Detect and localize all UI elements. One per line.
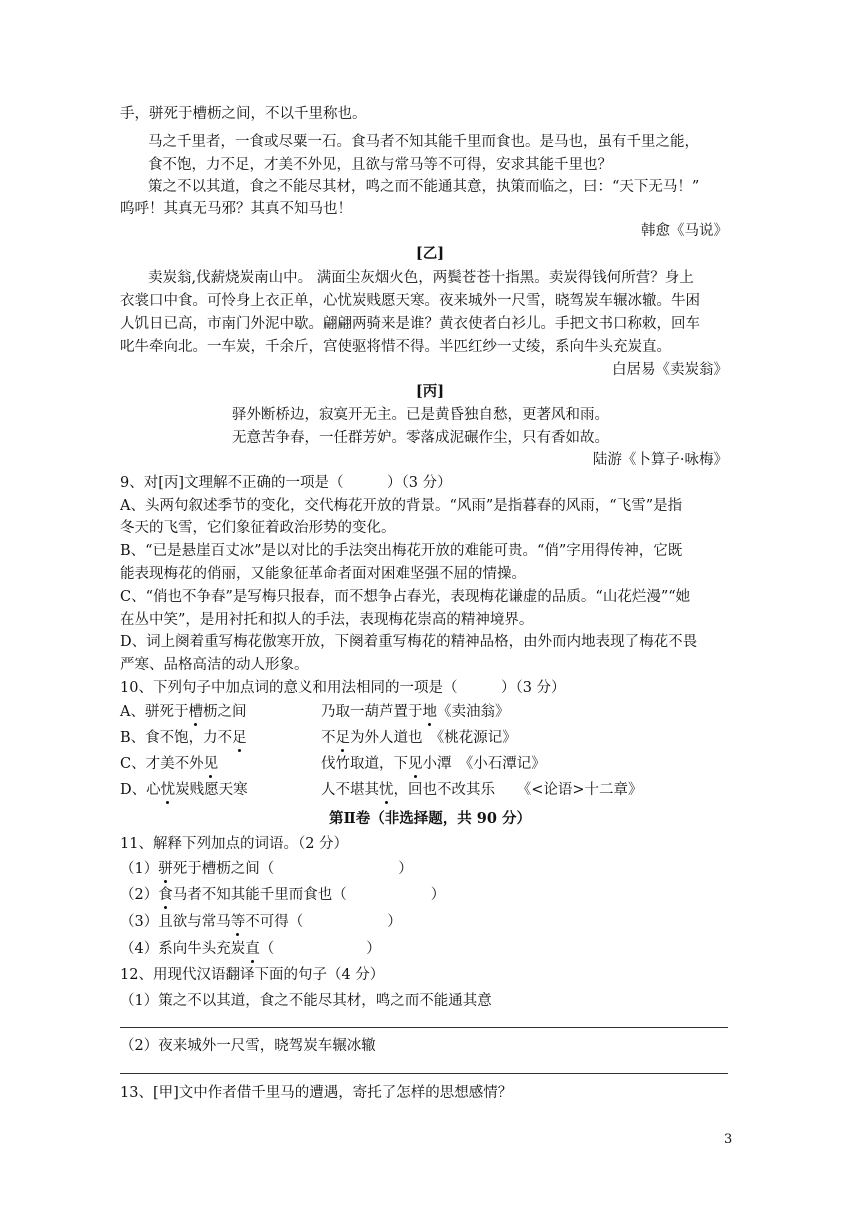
jia-line-2: 马之千里者，一食或尽粟一石。食马者不知其能千里而食也。是马也，虽有千里之能， bbox=[148, 134, 699, 150]
emphasis-dot-char: 足 bbox=[335, 730, 350, 746]
q10-option-b-left: B、食不饱，力不足 bbox=[120, 730, 247, 746]
jia-source: 韩愈《马说》 bbox=[641, 223, 728, 239]
q13-stem: 13、[甲]文中作者借千里马的遭遇，寄托了怎样的思想感情？ bbox=[120, 1085, 513, 1101]
emphasis-dot-char: 槽 bbox=[188, 704, 203, 720]
q10-option-c-right: 伐竹取道，下见小潭 《小石潭记》 bbox=[321, 756, 546, 772]
q11-stem: 11、解释下列加点的词语。（2 分） bbox=[120, 836, 349, 852]
emphasis-dot-char: 食 bbox=[158, 887, 173, 903]
bing-heading: [丙] bbox=[415, 383, 445, 400]
jia-line-1: 手，骈死于槽枥之间，不以千里称也。 bbox=[120, 106, 367, 122]
emphasis-dot-char: 见 bbox=[408, 756, 423, 772]
yi-line-2: 衣裳口中食。可怜身上衣正单，心忧炭贱愿天寒。夜来城外一尺雪，晓驾炭车辗冰辙。牛困 bbox=[120, 293, 700, 309]
bing-line-2: 无意苦争春，一任群芳妒。零落成泥碾作尘，只有香如故。 bbox=[232, 430, 609, 446]
q10-option-a-right: 乃取一葫芦置于地《卖油翁》 bbox=[321, 704, 510, 720]
q9-option-d-line-2: 严寒、品格高洁的动人形象。 bbox=[120, 657, 309, 673]
emphasis-dot-char: 直 bbox=[245, 941, 260, 957]
yi-heading: [乙] bbox=[415, 245, 445, 262]
answer-line[interactable] bbox=[120, 1073, 728, 1074]
emphasis-dot-char: 等 bbox=[230, 914, 246, 930]
part-2-heading: 第Ⅱ卷（非选择题，共 90 分） bbox=[329, 810, 531, 827]
q9-option-c-line-2: 在丛中笑”，是用衬托和拟人的手法，表现梅花崇高的精神境界。 bbox=[120, 612, 534, 628]
bing-source: 陆游《卜算子·咏梅》 bbox=[592, 452, 728, 468]
bing-line-1: 驿外断桥边，寂寞开无主。已是黄昏独自愁，更著风和雨。 bbox=[232, 407, 609, 423]
q9-option-a-line-1: A、头两句叙述季节的变化，交代梅花开放的背景。“风雨”是指暮春的风雨，“飞雪”是指 bbox=[120, 498, 683, 514]
emphasis-dot-char: 忧 bbox=[160, 782, 176, 798]
q10-option-d-left: D、心忧炭贱愿天寒 bbox=[120, 782, 248, 798]
jia-line-4: 策之不以其道，食之不能尽其材，鸣之而不能通其意，执策而临之，曰：“天下无马！” bbox=[148, 179, 700, 195]
q12-sentence-1: （1）策之不以其道，食之不能尽其材，鸣之而不能通其意 bbox=[120, 993, 492, 1009]
emphasis-dot-char: 忧 bbox=[379, 782, 394, 798]
q10-option-c-left: C、才美不外见 bbox=[120, 756, 219, 772]
emphasis-dot-char: 足 bbox=[232, 730, 247, 746]
q9-option-d-line-1: D、词上阕着重写梅花傲寒开放，下阕着重写梅花的精神品格，由外而内地表现了梅花不畏 bbox=[120, 634, 698, 650]
page-number: 3 bbox=[724, 1132, 733, 1147]
q9-stem: 9、对[丙]文理解不正确的一项是（ ）（3 分） bbox=[120, 475, 452, 491]
jia-line-5: 呜呼！其真无马邪？其真不知马也！ bbox=[120, 201, 352, 217]
q11-item-3: （3）且欲与常马等不可得（ ） bbox=[120, 914, 402, 930]
jia-line-3: 食不饱，力不足，才美不外见，且欲与常马等不可得，安求其能千里也？ bbox=[148, 157, 612, 173]
q10-option-d-right: 人不堪其忧，回也不改其乐 《<论语>十二章》 bbox=[321, 782, 643, 798]
yi-line-4: 叱牛牵向北。一车炭，千余斤，宫使驱将惜不得。半匹红纱一丈绫，系向牛头充炭直。 bbox=[120, 339, 671, 355]
yi-line-3: 人饥日已高，市南门外泥中歇。翩翩两骑来是谁？黄衣使者白衫儿。手把文书口称敕，回车 bbox=[120, 316, 700, 332]
q10-option-a-left: A、骈死于槽枥之间 bbox=[120, 704, 247, 720]
yi-source: 白居易《卖炭翁》 bbox=[612, 362, 728, 378]
emphasis-dot-char: 见 bbox=[203, 756, 219, 772]
emphasis-dot-char: 骈 bbox=[158, 861, 173, 877]
q12-stem: 12、用现代汉语翻译下面的句子（4 分） bbox=[120, 967, 385, 983]
answer-line[interactable] bbox=[120, 1027, 728, 1028]
q11-item-1: （1）骈死于槽枥之间（ ） bbox=[120, 861, 413, 877]
q9-option-a-line-2: 冬天的飞雪，它们象征着政治形势的变化。 bbox=[120, 520, 396, 536]
q12-sentence-2: （2）夜来城外一尺雪，晓驾炭车辗冰辙 bbox=[120, 1038, 376, 1054]
q10-option-b-right: 不足为外人道也 《桃花源记》 bbox=[321, 730, 517, 746]
q9-option-c-line-1: C、“俏也不争春”是写梅只报春，而不想争占春光，表现梅花谦虚的品质。“山花烂漫”“她 bbox=[120, 589, 691, 605]
emphasis-dot-char: 地 bbox=[422, 704, 437, 720]
q11-item-2: （2）食马者不知其能千里而食也（ ） bbox=[120, 887, 446, 903]
q9-option-b-line-2: 能表现梅花的俏丽，又能象征革命者面对困难坚强不屈的情操。 bbox=[120, 566, 526, 582]
yi-line-1: 卖炭翁,伐薪烧炭南山中。 满面尘灰烟火色，两鬓苍苍十指黑。卖炭得钱何所营？身上 bbox=[148, 270, 694, 286]
q11-item-4: （4）系向牛头充炭直（ ） bbox=[120, 941, 381, 957]
q10-stem: 10、下列句子中加点词的意义和用法相同的一项是（ ）（3 分） bbox=[120, 680, 566, 696]
q9-option-b-line-1: B、“已是悬崖百丈冰”是以对比的手法突出梅花开放的难能可贵。“俏”字用得传神，它既 bbox=[120, 543, 683, 559]
